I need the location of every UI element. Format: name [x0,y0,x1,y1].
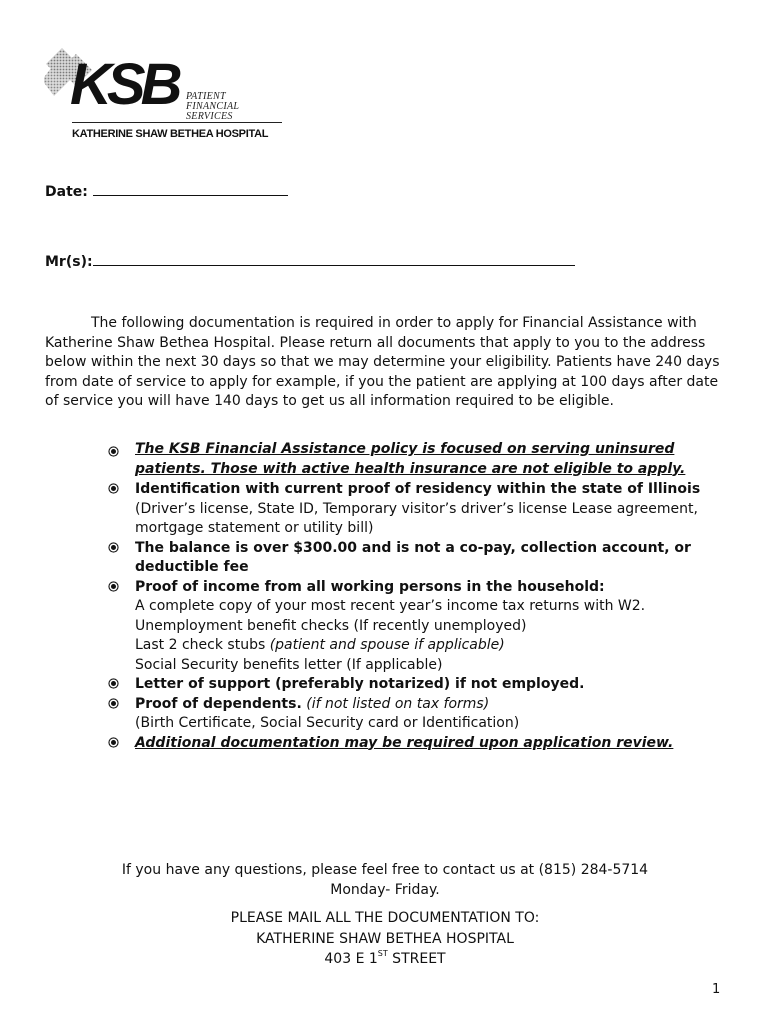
intro-paragraph: The following documentation is required in order to apply for Financial Assistance with Katherine Shaw Bethea Hospital. Please return all documents that apply to you to the address below within the next 30 days so that we may determine your eligibility. Patients have 240 days from date of service to apply for example, if you the patient are applying at 100 days after date of service you will have 140 days to get us all information required to be eligible. [45,315,720,409]
recipient-blank-line [93,251,575,266]
bullet-icon [111,681,116,686]
bullet-icon [111,449,116,454]
logo-subtitle: PATIENT FINANCIAL SERVICES [186,91,240,122]
bullet-icon [111,486,116,491]
list-item-dependents: Proof of dependents. (if not listed on tax forms) (Birth Certificate, Social Security card or Identification) [108,695,728,734]
list-item-identification: Identification with current proof of residency within the state of Illinois (Driver’s license, State ID, Temporary visitor’s driver’s license Lease agreement, mortgage statement or utility bill) [108,480,728,539]
mailing-address: PLEASE MAIL ALL THE DOCUMENTATION TO: KATHERINE SHAW BETHEA HOSPITAL 403 E 1ST STREET [230,910,540,967]
contact-info: If you have any questions, please feel free to contact us at (815) 284-5714 Monday- Friday. [121,862,649,898]
bullet-icon [111,584,116,589]
date-field [45,181,288,200]
list-item-income: Proof of income from all working persons in the household: A complete copy of your most recent year’s income tax returns with W2. Unemployment benefit checks (If recently unemployed) Last 2 check stubs (patient and spouse if applicable) Social Security benefits letter (If applicable) [108,578,728,676]
list-item-additional: Additional documentation may be required upon application review. [108,734,728,754]
list-item-support: Letter of support (preferably notarized) if not employed. [108,675,728,695]
requirements-list [108,440,728,753]
recipient-label: Mr(s): [45,254,93,270]
date-blank-line [93,181,288,196]
page-number: 1 [712,982,721,997]
list-item-policy: The KSB Financial Assistance policy is focused on serving uninsured patients. Those with active health insurance are not eligible to apply. [108,440,728,479]
recipient-field [45,251,575,270]
list-item-balance: The balance is over $300.00 and is not a co-pay, collection account, or deductible fee [108,539,728,578]
bullet-icon [111,740,116,745]
logo-brand: KSB [70,52,178,117]
logo-rule [72,122,282,123]
bullet-icon [111,545,116,550]
ksb-logo [44,44,294,144]
bullet-icon [111,701,116,706]
date-label: Date: [45,184,88,200]
logo-hospital-name: KATHERINE SHAW BETHEA HOSPITAL [72,128,269,140]
